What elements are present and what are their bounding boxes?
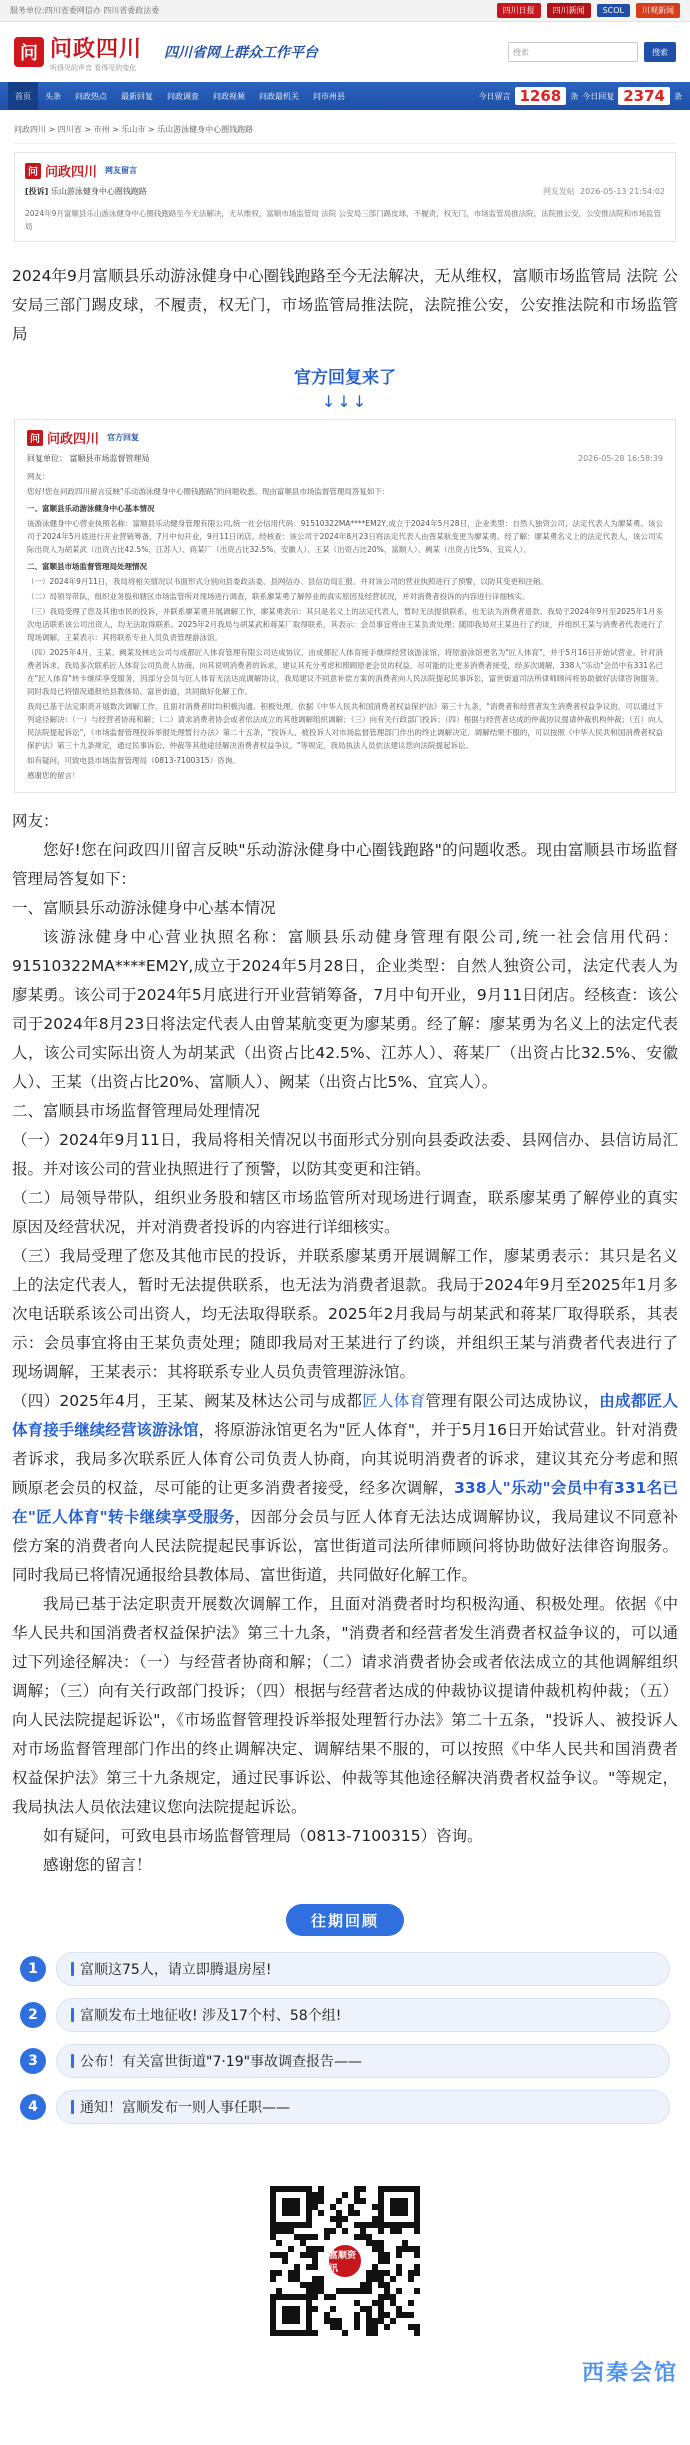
reply-line: 二、富顺县市场监督管理局处理情况 <box>27 562 147 571</box>
reply-body <box>0 803 690 1880</box>
item-link[interactable]: 公布！有关富世街道"7·19"事故调查报告—— <box>80 2054 363 2070</box>
reply-line: （三）我局受理了您及其他市民的投诉，并联系廖某勇开展调解工作，廖某勇表示：其只是名义上的法定代表人，暂时无法提供联系，也无法为消费者退款。我局于2024年9月至2025年1月多次电话联系该公司出资人，均无法取得联系。2025年2月我局与胡某武和蒋某厂取得联系，其表示：会员事宜将由王某负责处理；随即我局对王某进行了约谈，并组织王某与消费者代表进行了现场调解，王某表示：其将联系专业人员负责管理游泳馆。 <box>27 607 663 642</box>
partner-logo[interactable]: 四川日报 <box>497 3 541 18</box>
post-time: 2026-05-13 21:54:02 <box>580 187 665 196</box>
bar-icon <box>71 1962 74 1976</box>
top-bar-text: 服务单位:四川省委网信办 四川省委政法委 <box>10 6 160 15</box>
post-title: 乐山游泳健身中心圈钱跑路 <box>50 187 147 196</box>
stat-value: 2374 <box>618 87 670 105</box>
reply-paragraph: （三）我局受理了您及其他市民的投诉，并联系廖某勇开展调解工作，廖某勇表示：其只是名义上的法定代表人，暂时无法提供联系，也无法为消费者退款。我局于2024年9月至2025年1月多次电话联系该公司出资人，均无法取得联系。2025年2月我局与胡某武和蒋某厂取得联系，其表示：会员事宜将由王某负责处理；随即我局对王某进行了约谈，并组织王某与消费者代表进行了现场调解，王某表示：其将联系专业人员负责管理游泳馆。 <box>12 1247 678 1381</box>
top-bar <box>0 0 690 22</box>
logo-mark-icon: 问 <box>25 163 41 179</box>
logo-title: 问政四川 <box>50 36 143 62</box>
reply-line: 我局已基于法定职责开展数次调解工作，且面对消费者时均积极沟通、积极处理。依据《中华人民共和国消费者权益保护法》第三十九条，"消费者和经营者发生消费者权益争议的，可以通过下列途径解决：（一）与经营者协商和解；（二）请求消费者协会或者依法成立的其他调解组织调解；（三）向有关行政部门投诉；（四）根据与经营者达成的仲裁协议提请仲裁机构仲裁；（五）向人民法院提起诉讼"，《市场监督管理投诉举报处理暂行办法》第二十五条，"投诉人、被投诉人对市场监督管理部门作出的终止调解决定、调解结果不服的，可以按照《中华人民共和国消费者权益保护法》第三十九条规定，通过民事诉讼、仲裁等其他途径解决消费者权益争议。"等规定，我局执法人员依法建议您向法院提起诉讼。 <box>27 702 663 750</box>
brand-row <box>0 22 690 82</box>
post-card <box>14 152 676 242</box>
search-input[interactable]: 搜索 <box>508 42 638 62</box>
official-reply-screenshot <box>14 419 676 793</box>
reply-time: 2026-05-28 16:58:39 <box>578 454 663 463</box>
reply-line: （四）2025年4月，王某、阙某及林达公司与成都匠人体育管理有限公司达成协议，由成都匠人体育接手继续经营该游泳馆，将原游泳馆更名为"匠人体育"，并于5月16日开始试营业。针对消费者诉求，我局多次联系匠人体育公司负责人协商，向其说明消费者的诉求，建议其充分考虑和照顾原老会员的权益，尽可能的让更多消费者接受，经多次调解，338人"乐动"会员中有331名已在"匠人体育"转卡继续享受服务，因部分会员与匠人体育无法达成调解协议，我局建议不同意补偿方案的消费者向人民法院提起民事诉讼，富世街道司法所律师顾问将协助做好法律咨询服务。同时我局已将情况通报给县教体局、富世街道，共同做好化解工作。 <box>27 648 663 696</box>
nav-item[interactable]: 问政最机关 <box>259 91 299 101</box>
past-reviews-title: 往期回顾 <box>286 1904 404 1936</box>
item-link[interactable]: 通知！富顺发布一则人事任职—— <box>80 2100 290 2116</box>
nav-item[interactable]: 问政视频 <box>213 91 245 101</box>
down-arrows-icon: ↓↓↓ <box>321 392 369 411</box>
item-link[interactable]: 富顺发布土地征收! 涉及17个村、58个组! <box>80 2008 342 2024</box>
bar-icon <box>71 2054 74 2068</box>
post-excerpt: 2024年9月富顺县乐山游泳健身中心圈钱跑路至今无法解决，无从维权，富顺市场监管局 法院 公安局三部门踢皮球，不履责，权无门，市场监管局推法院，法院推公安，公安推法院和市场监管局 <box>25 209 662 231</box>
reply-paragraph <box>12 1387 678 1590</box>
card-subtitle: 官方回复 <box>107 433 140 442</box>
reply-paragraph: 该游泳健身中心营业执照名称：富顺县乐动健身管理有限公司,统一社会信用代码：91510322MA****EM2Y,成立于2024年5月28日，企业类型：自然人独资公司，法定代表人为廖某勇。该公司于2024年5月底进行开业营销筹备，7月中旬开业，9月11日闭店。经核查：该公司于2024年8月23日将法定代表人由曾某航变更为廖某勇。经了解：廖某勇为名义上的法定代表人，该公司实际出资人为胡某武（出资占比42.5%、江苏人）、蒋某厂（出资占比32.5%、安徽人）、王某（出资占比20%、富顺人）、阙某（出资占比5%、宜宾人）。 <box>12 928 678 1091</box>
highlight-text: 由成都匠人体育接手继续经营该游泳馆 <box>12 1392 678 1439</box>
reply-paragraph: （一）2024年9月11日，我局将相关情况以书面形式分别向县委政法委、县网信办、县信访局汇报。并对该公司的营业执照进行了预警，以防其变更和注销。 <box>12 1131 678 1178</box>
nav-item[interactable]: 头条 <box>45 91 61 101</box>
site-logo[interactable] <box>14 32 142 73</box>
nav-item[interactable]: 问政热点 <box>75 91 107 101</box>
reply-line: 一、富顺县乐动游泳健身中心基本情况 <box>27 504 155 513</box>
reply-text: ，将原游泳馆更名为"匠人体育"，并于5月16日开始试营业。针对消费者诉求，我局多次联系匠人体育公司负责人协商，向其说明消费者的诉求，建议其充分考虑和照顾原老会员的权益，尽可能的让更多消费者接受，经多次调解， <box>12 1421 678 1497</box>
item-number: 3 <box>20 2048 46 2074</box>
reply-line: 如有疑问，可致电县市场监督管理局（0813-7100315）咨询。 <box>27 756 240 765</box>
lead-paragraph: 2024年9月富顺县乐动游泳健身中心圈钱跑路至今无法解决，无从维权，富顺市场监管局 法院 公安局三部门踢皮球，不履责，权无门，市场监管局推法院，法院推公安，公安推法院和市场监管局 <box>12 267 678 343</box>
card-subtitle: 网友留言 <box>105 166 138 175</box>
nav-item[interactable]: 问政调查 <box>167 91 199 101</box>
partner-logo[interactable]: 川观新闻 <box>636 3 680 18</box>
watermark: 西秦会馆 <box>581 2361 678 2386</box>
reply-text: ，因部分会员与匠人体育无法达成调解协议，我局建议不同意补偿方案的消费者向人民法院提起民事诉讼，富世街道司法所律师顾问将协助做好法律咨询服务。同时我局已将情况通报给县教体局、富世街道，共同做好化解工作。 <box>12 1508 678 1584</box>
list-item[interactable] <box>20 2090 670 2124</box>
item-link[interactable]: 富顺这75人，请立即腾退房屋! <box>80 1962 272 1978</box>
nav-item[interactable]: 最新回复 <box>121 91 153 101</box>
post-tag: [投诉] <box>25 187 49 196</box>
item-number: 1 <box>20 1956 46 1982</box>
highlight-text: 338人"乐动"会员中有331名已在"匠人体育"转卡继续享受服务 <box>12 1479 678 1526</box>
reply-text: （四）2025年4月，王某、阙某及林达公司与成都 <box>12 1392 363 1410</box>
article-lead <box>0 252 690 411</box>
nav-item[interactable]: 首页 <box>8 82 38 110</box>
main-nav <box>0 82 690 110</box>
top-bar-logos <box>497 3 680 18</box>
card-logo-text: 问政四川 <box>45 165 98 180</box>
bar-icon <box>71 2008 74 2022</box>
card-logo-text: 问政四川 <box>47 432 100 447</box>
stat-unit: 条 <box>570 91 579 101</box>
past-reviews <box>0 1880 690 2146</box>
reply-line: （二）局领导带队，组织业务股和辖区市场监管所对现场进行调查，联系廖某勇了解停业的真实原因及经营状况，并对消费者投诉的内容进行详细核实。 <box>27 592 530 601</box>
stat-label: 今日回复 <box>582 91 615 101</box>
bar-icon <box>71 2100 74 2114</box>
reply-text: 管理有限公司达成协议， <box>425 1392 600 1410</box>
reply-line: （一）2024年9月11日，我局将相关情况以书面形式分别向县委政法委、县网信办、县信访局汇报。并对该公司的营业执照进行了预警，以防其变更和注销。 <box>27 577 548 586</box>
reply-greeting: 网友： <box>12 812 59 830</box>
stat-label: 今日留言 <box>478 91 511 101</box>
reply-paragraph: （二）局领导带队，组织业务股和辖区市场监管所对现场进行调查，联系廖某勇了解停业的真实原因及经营状况，并对消费者投诉的内容进行详细核实。 <box>12 1189 678 1236</box>
nav-item[interactable]: 问市州县 <box>313 91 345 101</box>
reply-intro: 您好!您在问政四川留言反映"乐动游泳健身中心圈钱跑路"的问题收悉。现由富顺县市场监督管理局答复如下： <box>12 841 678 888</box>
section-heading: 一、富顺县乐动游泳健身中心基本情况 <box>12 899 276 917</box>
logo-mark-icon: 问 <box>27 430 43 446</box>
card-logo <box>27 428 99 447</box>
list-item[interactable] <box>20 1998 670 2032</box>
reply-line: 感谢您的留言！ <box>27 771 80 780</box>
reply-line: 该游泳健身中心营业执照名称：富顺县乐动健身管理有限公司,统一社会信用代码：91510322MA****EM2Y,成立于2024年5月28日，企业类型：自然人独资公司，法定代表人为廖某勇。该公司于2024年5月底进行开业营销筹备，7月中旬开业，9月11日闭店。经核查：该公司于2024年8月23日将法定代表人由曾某航变更为廖某勇。经了解：廖某勇名义上的法定代表人，该公司实际出资人为胡某武（出资占比42.5%、江苏人）、蒋某厂（出资占比32.5%、安徽人）、王某（出资占比20%、富顺人）、阙某（出资占比5%、宜宾人）。 <box>27 519 663 554</box>
reply-thanks: 感谢您的留言！ <box>43 1856 152 1874</box>
section-heading: 二、富顺县市场监督管理局处理情况 <box>12 1102 261 1120</box>
qr-center-logo: 富顺资讯 <box>326 2242 364 2280</box>
site-slogan: 四川省网上群众工作平台 <box>164 45 319 61</box>
partner-logo[interactable]: 四川新闻 <box>547 3 591 18</box>
list-item[interactable] <box>20 2044 670 2078</box>
post-author: 网友发帖 <box>542 187 575 196</box>
reply-heading: 官方回复来了 <box>294 368 396 388</box>
item-number: 4 <box>20 2094 46 2120</box>
stat-value: 1268 <box>515 87 567 105</box>
breadcrumb[interactable]: 问政四川 > 四川省 > 市州 > 乐山市 > 乐山游泳健身中心圈钱跑路 <box>14 118 676 144</box>
qr-code-icon[interactable] <box>270 2186 420 2336</box>
logo-subtitle: 听得见的声音 看得见的变化 <box>50 63 137 72</box>
reply-line: 您好!您在问政四川留言反映"乐动游泳健身中心圈钱跑路"的问题收悉。现由富顺县市场监督管理局答复如下： <box>27 487 390 496</box>
search-button[interactable]: 搜索 <box>644 42 676 62</box>
reply-unit-label: 回复单位： <box>27 454 67 463</box>
nav-stats <box>479 87 683 105</box>
reply-paragraph: 我局已基于法定职责开展数次调解工作，且面对消费者时均积极沟通、积极处理。依据《中华人民共和国消费者权益保护法》第三十九条，"消费者和经营者发生消费者权益争议的，可以通过下列途径解决：（一）与经营者协商和解；（二）请求消费者协会或者依法成立的其他调解组织调解；（三）向有关行政部门投诉；（四）根据与经营者达成的仲裁协议提请仲裁机构仲裁；（五）向人民法院提起诉讼"，《市场监督管理投诉举报处理暂行办法》第二十五条，"投诉人、被投诉人对市场监督管理部门作出的终止调解决定、调解结果不服的，可以按照《中华人民共和国消费者权益保护法》第三十九条规定，通过民事诉讼、仲裁等其他途径解决消费者权益争议。"等规定，我局执法人员依法建议您向法院提起诉讼。 <box>12 1595 678 1816</box>
company-link[interactable]: 匠人体育 <box>362 1392 426 1410</box>
stat-unit: 条 <box>674 91 682 101</box>
reply-line: 网友： <box>27 472 50 481</box>
reply-unit: 富顺县市场监督管理局 <box>69 454 150 463</box>
logo-mark-icon: 问 <box>14 37 44 67</box>
list-item[interactable] <box>20 1952 670 1986</box>
forum-screenshot <box>0 0 690 252</box>
reply-contact: 如有疑问，可致电县市场监督管理局（0813-7100315）咨询。 <box>43 1827 483 1845</box>
partner-logo[interactable]: SCOL <box>597 4 630 17</box>
card-logo <box>25 161 97 180</box>
item-number: 2 <box>20 2002 46 2028</box>
